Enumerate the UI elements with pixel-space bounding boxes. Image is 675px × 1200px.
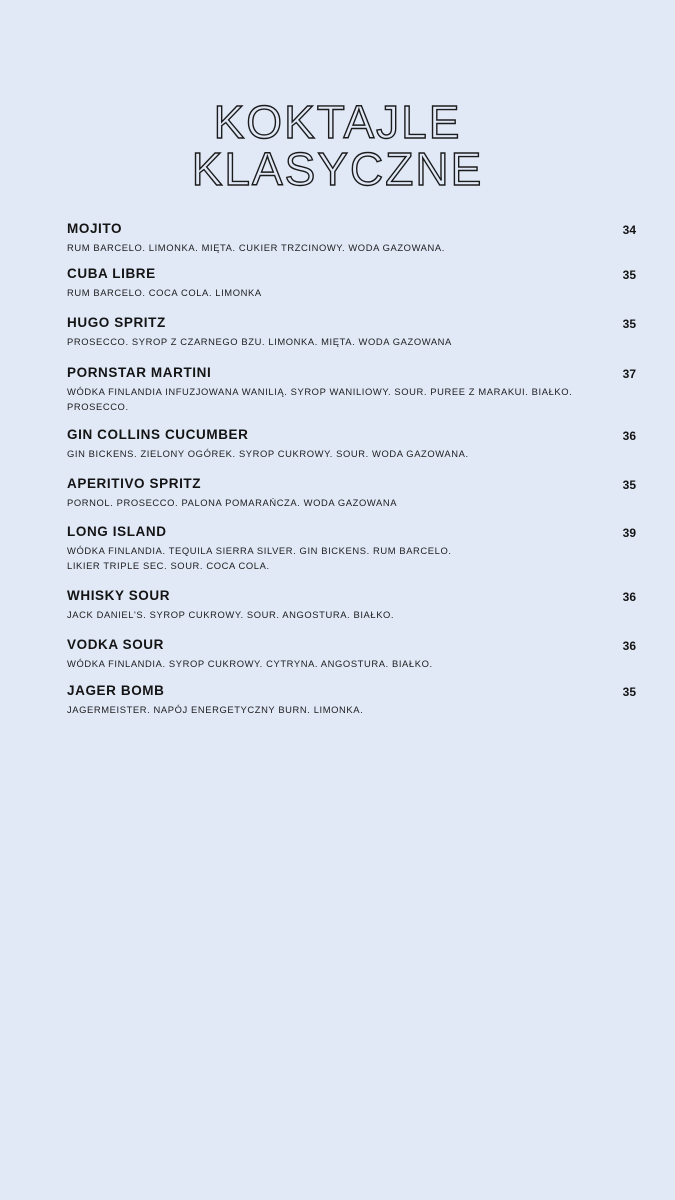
menu-item-price: 36 [622,639,636,653]
menu-item-name: PORNSTAR MARTINI [67,365,212,380]
menu-item-price: 35 [622,478,636,492]
menu-item-name: HUGO SPRITZ [67,315,166,330]
menu-item-name: VODKA SOUR [67,637,165,652]
menu-item-price: 39 [622,526,636,540]
menu-item-name: LONG ISLAND [67,524,167,539]
menu-item [67,221,638,255]
menu-item-name: WHISKY SOUR [67,588,171,603]
menu-item [67,315,638,349]
menu-item-name: JAGER BOMB [67,683,165,698]
menu-item-price: 36 [622,590,636,604]
menu-item-price: 35 [622,685,636,699]
menu-item [67,524,638,573]
menu-item [67,476,638,510]
menu-item-price: 36 [622,429,636,443]
menu-item-price: 35 [622,268,636,282]
menu-item-description: JAGERMEISTER. NAPÓJ ENERGETYCZNY BURN. LIMONKA. [67,704,364,715]
menu-item [67,637,638,671]
menu-item-name: MOJITO [67,221,123,236]
menu-item-description: RUM BARCELO. COCA COLA. LIMONKA [67,287,262,298]
menu-item-description: GIN BICKENS. ZIELONY OGÓREK. SYROP CUKROWY. SOUR. WODA GAZOWANA. [67,448,469,459]
menu-item-name: CUBA LIBRE [67,266,156,281]
menu-item-price: 35 [622,317,636,331]
menu-item-description: PORNOL. PROSECCO. PALONA POMARAŃCZA. WODA GAZOWANA [67,497,398,508]
menu-item-name: GIN COLLINS CUCUMBER [67,427,249,442]
menu-item-description: JACK DANIEL'S. SYROP CUKROWY. SOUR. ANGOSTURA. BIAŁKO. [67,609,395,620]
menu-item [67,683,638,717]
menu-item [67,266,638,300]
menu-item-price: 37 [622,367,636,381]
menu-item [67,365,638,414]
menu-item [67,588,638,622]
page-title-line-2: KLASYCZNE [191,143,484,195]
menu-item [67,427,638,461]
page-title-line-1: KOKTAJLE [213,96,462,148]
menu-item-price: 34 [622,223,636,237]
menu-item-description: WÓDKA FINLANDIA. TEQUILA SIERRA SILVER. GIN BICKENS. RUM BARCELO. LIKIER TRIPLE SEC. SOUR. COCA COLA. [67,545,452,571]
menu-item-description: WÓDKA FINLANDIA. SYROP CUKROWY. CYTRYNA. ANGOSTURA. BIAŁKO. [67,658,433,669]
menu-item-description: PROSECCO. SYROP Z CZARNEGO BZU. LIMONKA. MIĘTA. WODA GAZOWANA [67,336,452,347]
menu-item-name: APERITIVO SPRITZ [67,476,202,491]
menu-item-description: WÓDKA FINLANDIA INFUZJOWANA WANILIĄ. SYROP WANILIOWY. SOUR. PUREE Z MARAKUI. BIAŁKO. PROSECCO. [67,386,573,412]
menu-item-description: RUM BARCELO. LIMONKA. MIĘTA. CUKIER TRZCINOWY. WODA GAZOWANA. [67,242,445,253]
